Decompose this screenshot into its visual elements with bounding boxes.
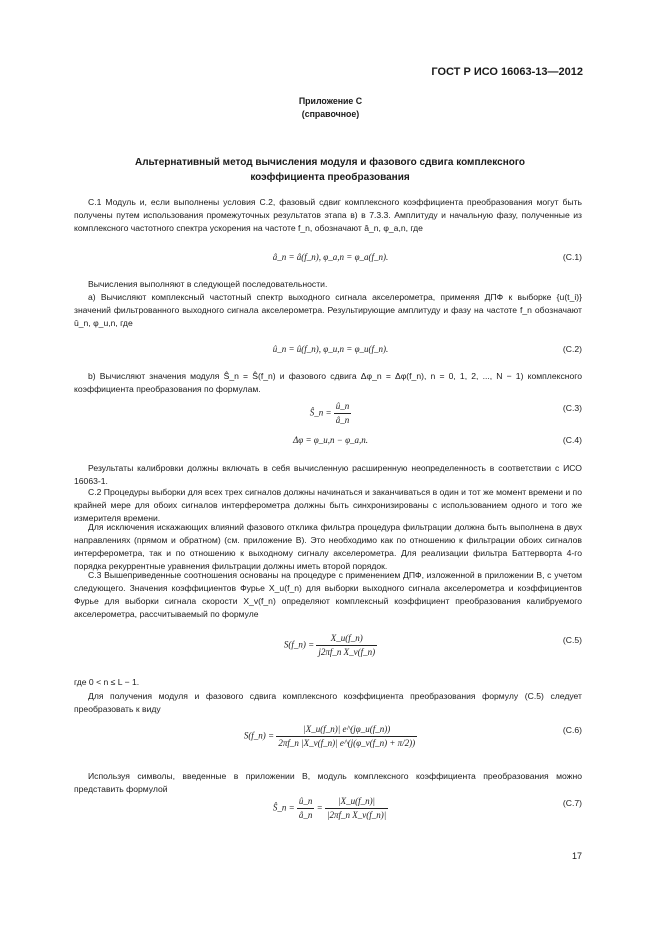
equation-c3-denominator: â_n [335,415,350,425]
paragraph-c1: С.1 Модуль и, если выполнены условия С.2, фазовый сдвиг комплексного коэффициента преобразования могут быть получены путем использования промежуточных результатов этапа в) в 7.3.3. Амплитуду и начальную фазу, полученные из комплексного частотного спектра ускорения на частоте f_n, обозначают â_n, φ_a,n, где [74,197,582,233]
equation-c5-denominator: j2πf_n X_v(f_n) [318,647,376,657]
equation-c2: û_n = û(f_n), φ_u,n = φ_u(f_n). [272,344,389,354]
paragraph-sequence: Вычисления выполняют в следующей последовательности. [88,279,328,289]
paragraph-uncertainty: Результаты калибровки должны включать в себя вычисленную расширенную неопределенность в соответствии с ИСО 16063-1. [74,463,582,486]
equation-c5 [0,632,661,659]
equation-c7-numerator-2: |X_u(f_n)| [325,795,388,809]
paragraph-step-b: b) Вычисляют значения модуля Ŝ_n = Ŝ(f_n) и фазового сдвига Δφ_n = Δφ(f_n), n = 0, 1, 2, ..., N − 1) комплексного коэффициента преобразования по формулам. [74,371,582,394]
equation-number-c2: (С.2) [562,344,582,354]
equation-c7-fraction-2 [325,795,388,822]
equation-c7 [0,795,661,822]
appendix-title: Приложение С [298,96,363,106]
equation-c1: â_n = â(f_n), φ_a,n = φ_a(f_n). [272,252,389,262]
equation-number-c7: (С.7) [562,798,582,808]
paragraph-filter: Для исключения искажающих влияний фазового отклика фильтра процедура фильтрации должна быть выполнена в двух направлениях (прямом и обратном) (см. приложение В). Это необходимо как по отношению к фильтрации обоих сигналов интерферометра, так и по отношению к выходному сигналу акселерометра. Для реализации фильтра Баттерворта 4-го порядка рекуррентные уравнения фильтрации должны иметь второй порядок. [74,522,582,571]
equation-c7-fraction-1 [297,795,315,822]
paragraph-modulus: Используя символы, введенные в приложении В, модуль комплексного коэффициента преобразования можно представить формулой [74,771,582,794]
equation-c3-numerator: û_n [334,400,352,414]
paragraph-step-a: а) Вычисляют комплексный частотный спектр выходного сигнала акселерометра, применяя ДПФ к выборке {u(t_i)} значений фильтрованного выходного сигнала акселерометра. Результирующие амплитуду и фазу на частоте f_n обозначают û_n, φ_u,n, где [74,292,582,328]
paragraph-transform: Для получения модуля и фазового сдвига комплексного коэффициента преобразования формулу (С.5) следует преобразовать к виду [74,691,582,714]
equation-c7-lhs: Ŝ_n = [272,802,295,813]
equation-number-c4: (С.4) [562,435,582,445]
equation-c7-denominator-2: |2πf_n X_v(f_n)| [326,810,387,820]
page-number: 17 [571,851,582,861]
standard-header: ГОСТ Р ИСО 16063-13—2012 [431,66,583,78]
appendix-subtitle: (справочное) [301,109,360,119]
equation-number-c6: (С.6) [562,725,582,735]
equation-c5-lhs: S(f_n) = [283,639,315,650]
equation-c7-equals: = [316,802,323,813]
section-title-line-2: коэффициента преобразования [250,172,410,183]
equation-c6 [0,723,661,750]
paragraph-range: где 0 < n ≤ L − 1. [74,677,140,687]
section-title-line-1: Альтернативный метод вычисления модуля и фазового сдвига комплексного [134,157,526,168]
paragraph-c2: С.2 Процедуры выборки для всех трех сигналов должны начинаться и заканчиваться в один и тот же момент времени и по крайней мере для обоих сигналов интерферометра должны быть синхронизированы с использованием одного и того же измерителя времени. [74,487,582,523]
paragraph-c3: С.3 Вышеприведенные соотношения основаны на процедуре с применением ДПФ, изложенной в приложении В, с учетом следующего. Значения коэффициентов Фурье X_u(f_n) для выборки выходного сигнала акселерометра и коэффициентов Фурье для выборки сигнала скорости X_v(f_n) определяют комплексный коэффициент преобразования калибруемого акселерометра, рассчитываемый по формуле [74,570,582,619]
equation-c6-lhs: S(f_n) = [243,730,275,741]
equation-c3-lhs: Ŝ_n = [309,407,332,418]
equation-number-c5: (С.5) [562,635,582,645]
equation-c7-numerator-1: û_n [297,795,315,809]
equation-c6-numerator: |X_u(f_n)| e^(jφ_u(f_n)) [276,723,417,737]
equation-c6-denominator: 2πf_n |X_v(f_n)| e^(j(φ_v(f_n) + π/2)) [278,738,416,748]
equation-number-c1: (С.1) [562,252,582,262]
equation-c7-denominator-1: â_n [298,810,313,820]
equation-c6-fraction [276,723,417,750]
equation-c3 [0,400,661,427]
equation-c3-fraction [334,400,352,427]
equation-number-c3: (С.3) [562,403,582,413]
equation-c5-numerator: X_u(f_n) [316,632,377,646]
equation-c4: Δφ = φ_u,n − φ_a,n. [292,435,369,445]
equation-c5-fraction [316,632,377,659]
